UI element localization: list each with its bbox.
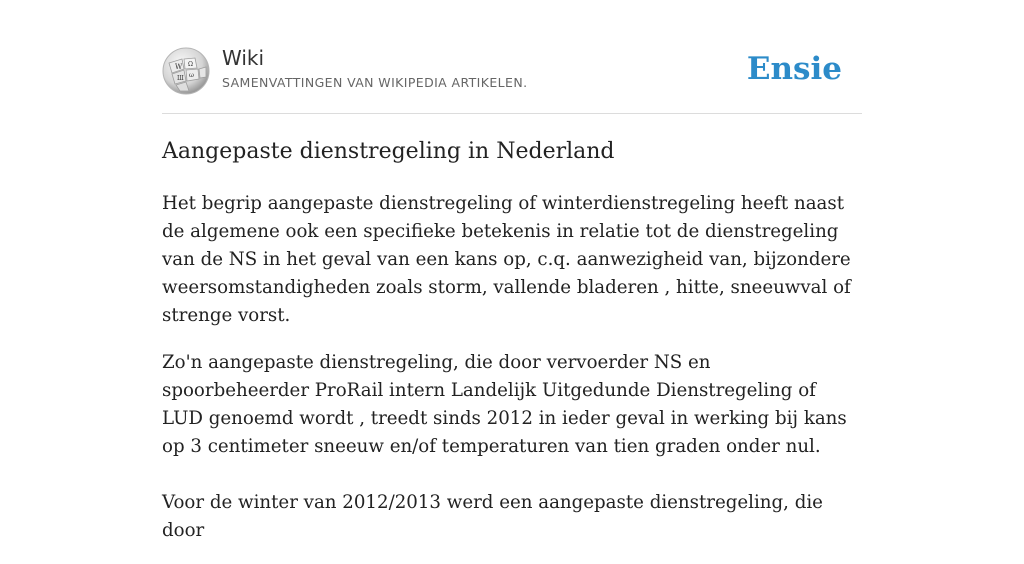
svg-text:Ω: Ω bbox=[188, 61, 193, 68]
ensie-brand-link[interactable]: Ensie bbox=[746, 51, 842, 87]
svg-text:W: W bbox=[175, 63, 183, 71]
svg-text:ω: ω bbox=[189, 72, 194, 79]
article-paragraph: Zo'n aangepaste dienstregeling, die door vervoerder NS en spoorbeheerder ProRail intern Landelijk Uitgedunde Dienstregeling of LUD genoemd wordt , treedt sinds 2012 in ieder geval in werking bij kans op 3 centimeter sneeuw en/of temperaturen van tien graden onder nul. bbox=[162, 352, 847, 457]
article-title: Aangepaste dienstregeling in Nederland bbox=[162, 139, 615, 164]
article-paragraph: Voor de winter van 2012/2013 werd een aangepaste dienstregeling, die door bbox=[162, 492, 823, 541]
article-paragraph: Het begrip aangepaste dienstregeling of winterdienstregeling heeft naast de algemene ook een specifieke betekenis in relatie tot de dienstregeling van de NS in het geval van een kans op, c.q. aanwezigheid van, bijzondere weersomstandigheden zoals storm, vallende bladeren , hitte, sneeuwval of strenge vorst. bbox=[162, 193, 851, 326]
page-container bbox=[162, 0, 862, 541]
site-header bbox=[162, 0, 862, 114]
article-body bbox=[162, 190, 862, 564]
site-tagline: SAMENVATTINGEN VAN WIKIPEDIA ARTIKELEN. bbox=[222, 75, 528, 90]
svg-text:Ш: Ш bbox=[177, 75, 184, 82]
wikipedia-globe-icon[interactable] bbox=[162, 47, 210, 95]
site-title[interactable]: Wiki bbox=[222, 46, 265, 70]
